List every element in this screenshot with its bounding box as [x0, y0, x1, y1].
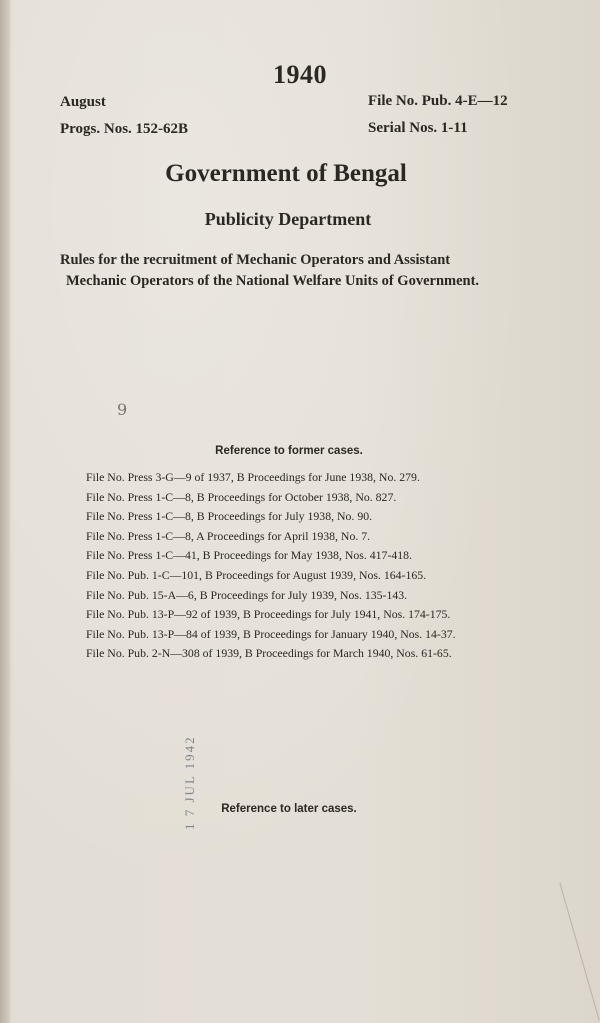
list-item: File No. Pub. 2-N—308 of 1939, B Proceedings for March 1940, Nos. 61-65. — [86, 646, 452, 661]
list-item: File No. Pub. 13-P—84 of 1939, B Proceedings for January 1940, Nos. 14-37. — [86, 626, 456, 641]
later-cases-heading: Reference to later cases. — [221, 803, 357, 815]
rules-title — [60, 250, 530, 292]
government-title: Government of Bengal — [165, 160, 407, 187]
former-cases-heading: Reference to former cases. — [215, 445, 363, 457]
list-item: File No. Press 1-C—8, A Proceedings for April 1938, No. 7. — [86, 528, 371, 543]
list-item: File No. Press 1-C—8, B Proceedings for October 1938, No. 827. — [86, 489, 397, 504]
list-item: File No. Press 1-C—41, B Proceedings for May 1938, Nos. 417-418. — [86, 548, 413, 563]
list-item: File No. Press 1-C—8, B Proceedings for July 1938, No. 90. — [86, 509, 373, 524]
pencil-mark: 9 — [117, 400, 128, 419]
list-item: File No. Pub. 15-A—6, B Proceedings for July 1939, Nos. 135-143. — [86, 587, 408, 602]
date-stamp: 1 7 JUL 1942 — [182, 735, 197, 830]
paper-crease — [559, 883, 599, 1021]
progs-number: Progs. Nos. 152-62B — [60, 121, 189, 137]
rules-title-line-1: Rules for the recruitment of Mechanic Operators and Assistant — [60, 252, 451, 268]
list-item: File No. Pub. 1-C—101, B Proceedings for August 1939, Nos. 164-165. — [86, 567, 427, 582]
file-number: File No. Pub. 4-E—12 — [368, 93, 508, 109]
year-heading: 1940 — [273, 60, 327, 89]
list-item: File No. Press 3-G—9 of 1937, B Proceedings for June 1938, No. 279. — [86, 470, 420, 484]
department-title: Publicity Department — [204, 209, 372, 229]
page-edge — [0, 0, 10, 1023]
month-label: August — [60, 94, 106, 110]
serial-numbers: Serial Nos. 1-11 — [368, 120, 468, 136]
rules-title-line-2: Mechanic Operators of the National Welfare Units of Government. — [66, 273, 480, 289]
list-item: File No. Pub. 13-P—92 of 1939, B Proceedings for July 1941, Nos. 174-175. — [86, 607, 451, 622]
former-cases-list — [86, 468, 556, 664]
